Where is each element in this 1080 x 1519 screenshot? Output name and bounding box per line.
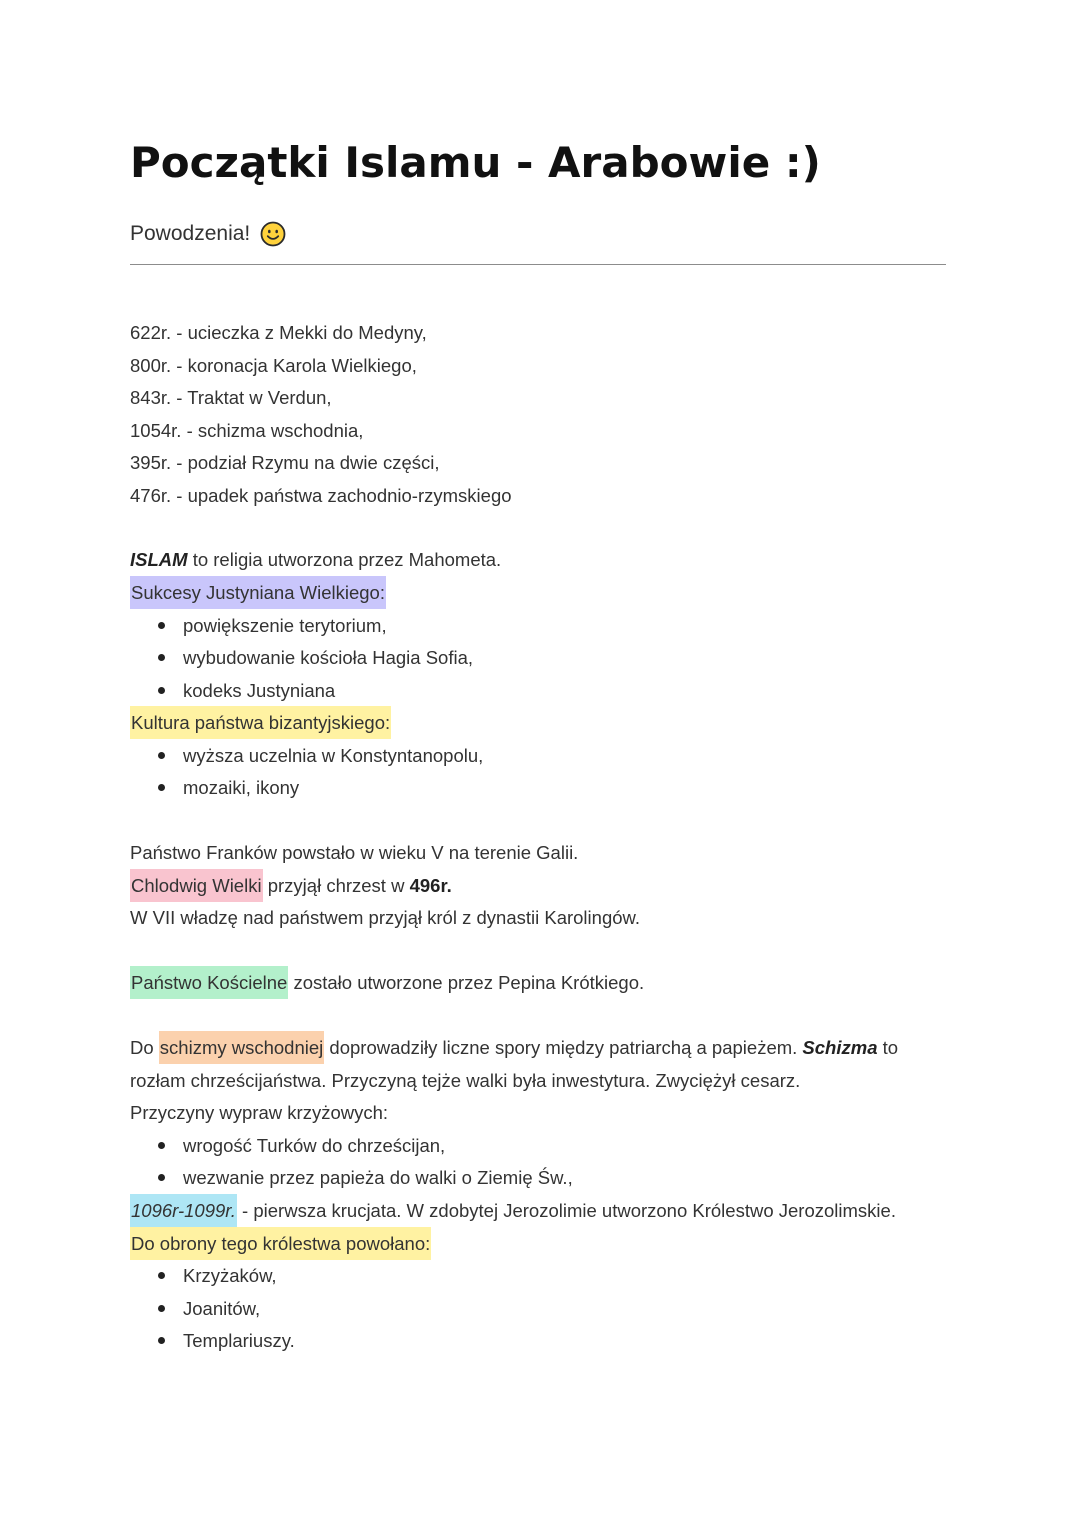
schizma-line-2: rozłam chrześcijaństwa. Przyczyną tejże walki była inwestytura. Zwyciężył cesarz. — [130, 1070, 801, 1091]
frankowie-line: Państwo Franków powstało w wieku V na terenie Galii. — [130, 842, 579, 863]
schizma-pre: Do — [130, 1037, 159, 1058]
date-line: 395r. - podział Rzymu na dwie części, — [130, 452, 440, 473]
list-item: wrogość Turków do chrześcijan, — [183, 1129, 445, 1162]
panstwo-koscielne-line — [130, 966, 644, 999]
schizma-line — [130, 1031, 898, 1064]
chlodwig-year: 496r. — [409, 875, 452, 896]
islam-text: to religia utworzona przez Mahometa. — [187, 549, 502, 570]
date-line: 622r. - ucieczka z Mekki do Medyny, — [130, 322, 427, 343]
date-line: 800r. - koronacja Karola Wielkiego, — [130, 355, 417, 376]
schizma-post: to — [877, 1037, 899, 1058]
justynian-heading — [130, 576, 386, 609]
list-item: mozaiki, ikony — [183, 771, 299, 804]
horizontal-divider — [130, 264, 946, 265]
list-item: wybudowanie kościoła Hagia Sofia, — [183, 641, 473, 674]
list-item: powiększenie terytorium, — [183, 609, 387, 642]
krucjata-text: - pierwsza krucjata. W zdobytej Jerozolimie utworzono Królestwo Jerozolimskie. — [236, 1200, 896, 1221]
list-item: kodeks Justyniana — [183, 674, 335, 707]
panstwo-koscielne-name: Państwo Kościelne — [130, 966, 288, 999]
justynian-heading-text: Sukcesy Justyniana Wielkiego: — [130, 576, 386, 609]
chlodwig-line — [130, 869, 452, 902]
obrona-heading — [130, 1227, 431, 1260]
bizancjum-heading — [130, 706, 391, 739]
subtitle-text: Powodzenia! — [130, 222, 251, 245]
date-line: 843r. - Traktat w Verdun, — [130, 387, 332, 408]
krucjata-date: 1096r-1099r. — [130, 1194, 237, 1227]
islam-term: ISLAM — [130, 549, 188, 570]
schizma-highlight: schizmy wschodniej — [159, 1031, 324, 1064]
schizma-mid: doprowadziły liczne spory między patriarchą a papieżem. — [324, 1037, 803, 1058]
list-item: wezwanie przez papieża do walki o Ziemię Św., — [183, 1161, 573, 1194]
islam-definition — [130, 543, 501, 576]
list-item: wyższa uczelnia w Konstyntanopolu, — [183, 739, 483, 772]
krucjata-line — [130, 1194, 896, 1227]
smiley-face-icon — [260, 221, 286, 247]
chlodwig-name: Chlodwig Wielki — [130, 869, 263, 902]
schizma-term: Schizma — [802, 1037, 878, 1058]
list-item: Joanitów, — [183, 1292, 260, 1325]
date-line: 1054r. - schizma wschodnia, — [130, 420, 364, 441]
list-item: Krzyżaków, — [183, 1259, 277, 1292]
karolingowie-line: W VII władzę nad państwem przyjął król z dynastii Karolingów. — [130, 907, 640, 928]
bizancjum-heading-text: Kultura państwa bizantyjskiego: — [130, 706, 391, 739]
page-title: Początki Islamu - Arabowie :) — [130, 138, 821, 187]
panstwo-koscielne-text: zostało utworzone przez Pepina Krótkiego. — [288, 972, 645, 993]
obrona-heading-text: Do obrony tego królestwa powołano: — [130, 1227, 431, 1260]
date-line: 476r. - upadek państwa zachodnio-rzymskiego — [130, 485, 512, 506]
krucjaty-heading: Przyczyny wypraw krzyżowych: — [130, 1102, 389, 1123]
list-item: Templariuszy. — [183, 1324, 295, 1357]
chlodwig-text: przyjął chrzest w — [262, 875, 410, 896]
subtitle — [130, 214, 286, 254]
